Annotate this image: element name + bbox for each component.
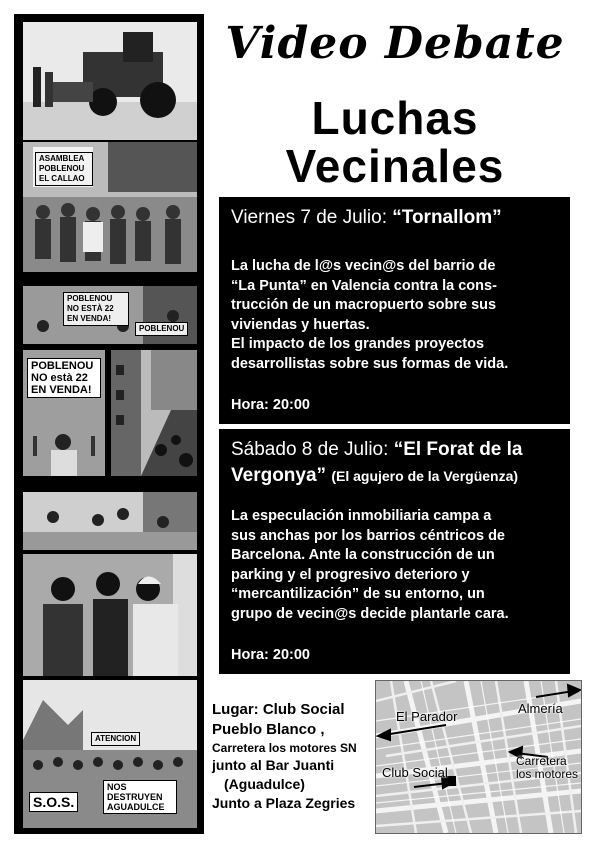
photo-poblenou-sign-man [23,350,105,476]
event2-subtitle: (El agujero de la Vergüenza) [331,468,519,484]
photo-street-plants [111,350,197,476]
photo-police [23,554,197,676]
photo-strip [14,14,204,834]
photo-asamblea-crowd [23,142,197,272]
location-map [375,680,582,834]
event1-line: “La Punta” en Valencia contra la cons- [231,277,497,294]
event1-line: trucción de un macropuerto sobre sus [231,297,497,313]
asamblea-sign: ASAMBLEA POBLENOU EL CALLAO [35,152,93,186]
event1-time: Hora: 20:00 [231,397,310,413]
event1-line: El impacto de los grandes proyectos [231,336,485,352]
event-tornallom [219,197,570,424]
map-label-carretera-2: los motores [516,767,579,781]
map-label-carretera-1: Carretera [516,754,567,768]
photo-dig-site [23,492,197,550]
poblenou-sign-2: POBLENOU [135,322,188,336]
map-label-almeria: Almería [518,701,563,716]
event1-date: Viernes 7 de Julio: [231,207,393,228]
location-line-2: Pueblo Blanco , [212,721,325,738]
event2-time: Hora: 20:00 [231,647,310,663]
location-line-4: junto al Bar Juanti [212,757,335,773]
sos-sign: S.O.S. [29,792,78,812]
event2-line: “mercantilización” de su entorno, un [231,586,485,602]
event2-name-2: Vergonya” [231,465,327,486]
event1-name: “Tornallom” [392,207,502,228]
event1-line: viviendas y huertas. [231,316,370,333]
event2-description [231,507,563,624]
event2-line: Barcelona. Ante la construcción de un [231,547,495,563]
title-luchas-vecinales [205,94,585,190]
location-line-6: Junto a Plaza Zegries [212,795,356,811]
location-line-5: (Aguadulce) [224,776,305,792]
map-label-club-social: Club Social [382,765,448,780]
poblenou-sign-big: POBLENOU NO està 22 EN VENDA! [27,358,101,398]
poblenou-sign-1: POBLENOU NO ESTÀ 22 EN VENDA! [63,292,129,326]
event1-description [231,257,563,374]
event-forat-vergonya [219,429,570,674]
event1-line: La lucha de l@s vecin@s del barrio de [231,258,496,274]
location-line-1: Lugar: Club Social [212,701,345,718]
event2-heading [231,437,563,489]
event2-line: sus anchas por los barrios céntricos de [231,527,505,544]
event2-line: parking y el progresivo deterioro y [231,566,470,583]
aguadulce-sign: NOS DESTRUYEN AGUADULCE [103,780,177,814]
map-label-parador: El Parador [396,709,458,724]
location-info [212,700,372,813]
event2-line: grupo de vecin@s decide plantarle cara. [231,605,509,622]
title-line-2: Vecinales [285,140,505,192]
event2-name-1: “El Forat de la [393,439,523,460]
map-label-carretera [516,755,578,781]
event1-heading [231,205,563,231]
photo-bulldozer [23,22,197,140]
event1-line: desarrollistas sobre sus formas de vida. [231,355,509,372]
location-line-3: Carretera los motores SN [212,741,357,755]
photo-sos-protest [23,680,197,828]
title-video-debate: Video Debate [225,18,565,69]
event2-line: La especulación inmobiliaria campa a [231,508,492,524]
title-line-1: Luchas [311,92,479,144]
event2-date: Sábado 8 de Julio: [231,439,394,460]
atencion-sign: ATENCION [91,732,140,746]
photo-poblenou-protest [23,286,197,344]
